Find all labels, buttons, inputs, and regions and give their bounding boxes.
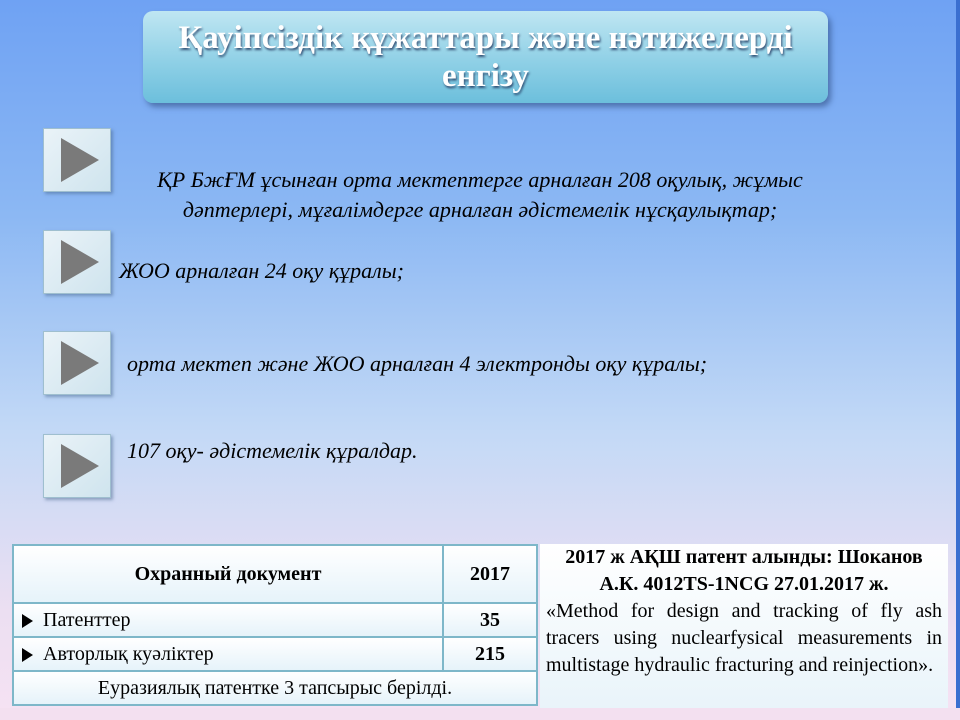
table-footer-row xyxy=(13,671,537,705)
table-row-label-cell xyxy=(13,603,443,637)
patent-note-heading-line2: А.К. 4012TS-1NCG 27.01.2017 ж. xyxy=(599,573,889,595)
table-header-row xyxy=(13,545,537,603)
security-documents-table xyxy=(12,544,538,706)
table-row-value: 35 xyxy=(443,603,537,637)
slide-frame-edge xyxy=(956,0,960,720)
play-arrow-icon xyxy=(61,138,99,182)
play-arrow-icon xyxy=(61,240,99,284)
play-button-1[interactable] xyxy=(43,128,111,192)
bottom-strip xyxy=(0,708,960,720)
bullet-text-4: 107 оқу- әдістемелік құралдар. xyxy=(127,438,418,463)
bullet-text-1-line2: дәптерлері, мұғалімдерге арналған әдістемелік нұсқаулықтар; xyxy=(182,197,778,222)
table-footer: Еуразиялық патентке 3 тапсырыс берілді. xyxy=(13,671,537,705)
table-row xyxy=(13,637,537,671)
bullet-text-1-line1: ҚР БжҒМ ұсынған орта мектептерге арналған 208 оқулық, жұмыс xyxy=(157,167,803,192)
title-banner xyxy=(143,11,828,103)
triangle-bullet-icon xyxy=(22,614,33,628)
table-row-value: 215 xyxy=(443,637,537,671)
play-button-3[interactable] xyxy=(43,331,111,395)
patent-note-body: «Method for design and tracking of fly ash tracers using nuclearfysical measurements in multistage hydraulic fracturing and reinjection». xyxy=(546,600,942,676)
play-button-4[interactable] xyxy=(43,434,111,498)
table-row-label: Патенттер xyxy=(43,608,131,631)
bullet-text-2: ЖОО арналған 24 оқу құралы; xyxy=(119,258,404,283)
bullet-text-3: орта мектеп және ЖОО арналған 4 электронды оқу құралы; xyxy=(127,351,708,376)
triangle-bullet-icon xyxy=(22,648,33,662)
play-arrow-icon xyxy=(61,444,99,488)
table-header-document: Охранный документ xyxy=(13,545,443,603)
table-row-label: Авторлық куәліктер xyxy=(43,642,214,665)
slide-title: Қауіпсіздік құжаттары және нәтижелерді енгізу xyxy=(178,20,793,94)
patent-note-box xyxy=(540,544,948,708)
table-row-label-cell xyxy=(13,637,443,671)
patent-note-heading-line1: 2017 ж АҚШ патент алынды: Шоканов xyxy=(565,546,923,568)
play-arrow-icon xyxy=(61,341,99,385)
table-row xyxy=(13,603,537,637)
bullet-text-1 xyxy=(110,165,850,225)
play-button-2[interactable] xyxy=(43,230,111,294)
table-header-year: 2017 xyxy=(443,545,537,603)
